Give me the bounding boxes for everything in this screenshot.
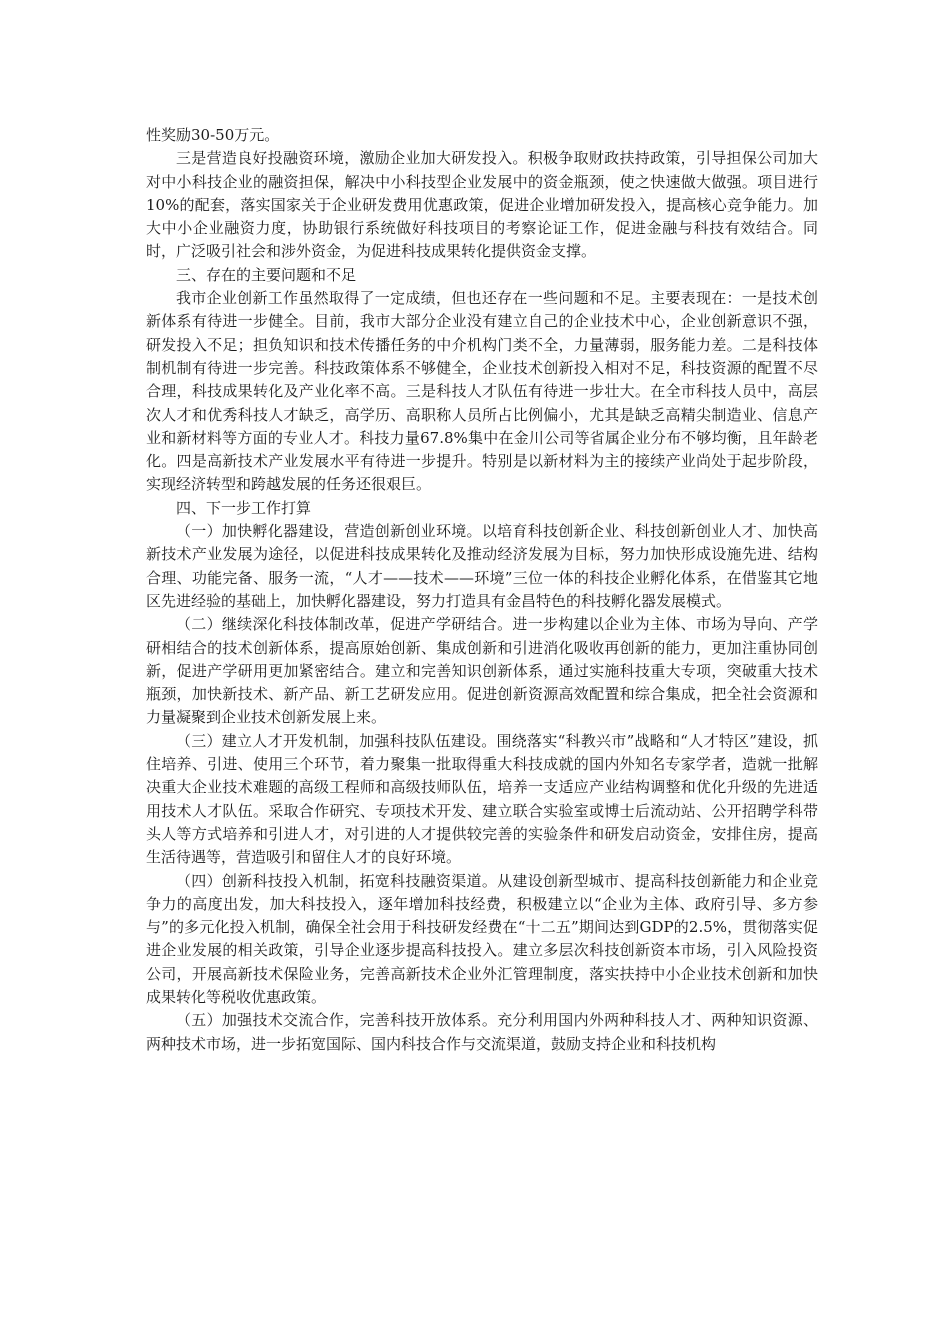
- paragraph-incubator: （一）加快孵化器建设，营造创新创业环境。以培育科技创新企业、科技创新创业人才、加快高新技术产业发展为途径，以促进科技成果转化及推动经济发展为目标，努力加快形成设施先进、结构合理、功能完备、服务一流，“人才——技术——环境”三位一体的科技企业孵化体系，在借鉴其它地区先进经验的基础上，加快孵化器建设，努力打造具有金昌特色的科技孵化器发展模式。: [146, 522, 818, 610]
- paragraph-investment: （四）创新科技投入机制，拓宽科技融资渠道。从建设创新型城市、提高科技创新能力和企业竞争力的高度出发，加大科技投入，逐年增加科技经费，积极建立以“企业为主体、政府引导、多方参与”的多元化投入机制，确保全社会用于科技研发经费在“十二五”期间达到GDP的2.5%，贯彻落实促进企业发展的相关政策，引导企业逐步提高科技投入。建立多层次科技创新资本市场，引入风险投资公司，开展高新技术保险业务，完善高新技术企业外汇管理制度，落实扶持中小企业技术创新和加快成果转化等税收优惠政策。: [146, 871, 818, 1006]
- paragraph-reform: （二）继续深化科技体制改革，促进产学研结合。进一步构建以企业为主体、市场为导向、产学研相结合的技术创新体系，提高原始创新、集成创新和引进消化吸收再创新的能力，更加注重协同创新，促进产学研用更加紧密结合。建立和完善知识创新体系，通过实施科技重大专项，突破重大技术瓶颈，加快新技术、新产品、新工艺研发应用。促进创新资源高效配置和综合集成，把全社会资源和力量凝聚到企业技术创新发展上来。: [146, 615, 818, 727]
- document-page: [146, 124, 818, 1056]
- paragraph-problems: 我市企业创新工作虽然取得了一定成绩，但也还存在一些问题和不足。主要表现在：一是技术创新体系有待进一步健全。目前，我市大部分企业没有建立自己的企业技术中心，企业创新意识不强，研发投入不足；担负知识和技术传播任务的中介机构门类不全，力量薄弱，服务能力差。二是科技体制机制有待进一步完善。科技政策体系不够健全，企业技术创新投入相对不足，科技资源的配置不尽合理，科技成果转化及产业化率不高。三是科技人才队伍有待进一步壮大。在全市科技人员中，高层次人才和优秀科技人才缺乏，高学历、高职称人员所占比例偏小，尤其是缺乏高精尖制造业、信息产业和新材料等方面的专业人才。科技力量67.8%集中在金川公司等省属企业分布不够均衡，且年龄老化。四是高新技术产业发展水平有待进一步提升。特别是以新材料为主的接续产业尚处于起步阶段，实现经济转型和跨越发展的任务还很艰巨。: [146, 289, 818, 494]
- paragraph-continuation: 性奖励30-50万元。: [146, 126, 280, 144]
- paragraph-cooperation: （五）加强技术交流合作，完善科技开放体系。充分利用国内外两种科技人才、两种知识资源、两种技术市场，进一步拓宽国际、国内科技合作与交流渠道，鼓励支持企业和科技机构: [146, 1011, 818, 1053]
- section-heading-next-steps: 四、下一步工作打算: [176, 498, 312, 517]
- section-heading-problems: 三、存在的主要问题和不足: [176, 265, 357, 284]
- paragraph-talent: （三）建立人才开发机制，加强科技队伍建设。围绕落实“科教兴市”战略和“人才特区”建设，抓住培养、引进、使用三个环节，着力聚集一批取得重大科技成就的国内外知名专家学者，造就一批解决重大企业技术难题的高级工程师和高级技师队伍，培养一支适应产业结构调整和优化升级的先进适用技术人才队伍。采取合作研究、专项技术开发、建立联合实验室或博士后流动站、公开招聘学科带头人等方式培养和引进人才，对引进的人才提供较完善的实验条件和研发启动资金，安排住房，提高生活待遇等，营造吸引和留住人才的良好环境。: [146, 731, 818, 867]
- paragraph-financing-environment: 三是营造良好投融资环境，激励企业加大研发投入。积极争取财政扶持政策，引导担保公司加大对中小科技企业的融资担保，解决中小科技型企业发展中的资金瓶颈，使之快速做大做强。项目进行10%的配套，落实国家关于企业研发费用优惠政策，促进企业增加研发投入，提高核心竞争能力。加大中小企业融资力度，协助银行系统做好科技项目的考察论证工作，促进金融与科技有效结合。同时，广泛吸引社会和涉外资金，为促进科技成果转化提供资金支撑。: [146, 149, 818, 261]
